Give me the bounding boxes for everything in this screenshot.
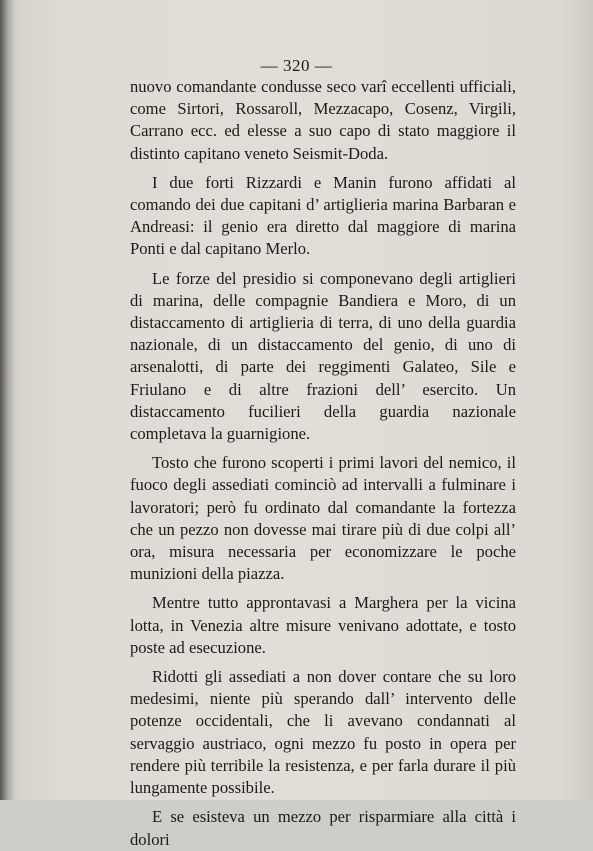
page-body-text <box>130 76 516 851</box>
paragraph: nuovo comandante condusse seco varî eccellenti ufficiali, come Sirtori, Rossaroll, Mezzacapo, Cosenz, Virgili, Carrano ecc. ed elesse a suo capo di stato maggiore il distinto capitano veneto Seismit-Doda. <box>130 77 516 163</box>
paragraph: I due forti Rizzardi e Manin furono affidati al comando dei due capitani d’ artiglieria marina Barbaran e Andreasi: il genio era diretto dal maggiore di marina Ponti e dal capitano Merlo. <box>130 172 516 259</box>
paragraph: Ridotti gli assediati a non dover contare che su loro medesimi, niente più sperando dall’ intervento delle potenze occidentali, che li avevano condannati al servaggio austriaco, ogni mezzo fu posto in opera per rendere più terribile la resistenza, e per farla durare il più lungamente possibile. <box>130 667 516 798</box>
paragraph: E se esisteva un mezzo per risparmiare alla città i dolori <box>130 807 516 849</box>
paragraph: Le forze del presidio si componevano degli artiglieri di marina, delle compagnie Bandiera e Moro, di un distaccamento di artiglieria di terra, di uno della guardia nazionale, di un distaccamento del genio, di uno di arsenalotti, di parte dei reggimenti Galateo, Sile e Friulano e di altre frazioni dell’ esercito. Un distaccamento fucilieri della guardia nazionale completava la guarnigione. <box>130 268 516 444</box>
paragraph: Tosto che furono scoperti i primi lavori del nemico, il fuoco degli assediati cominciò ad intervalli a fulminare i lavoratori; però fu ordinato dal comandante la fortezza che un pezzo non dovesse mai tirare più di due colpi all’ ora, misura necessaria per economizzare le poche munizioni della piazza. <box>130 453 516 584</box>
page-spine-shadow <box>0 0 14 800</box>
page-number: — 320 — <box>260 56 333 75</box>
paragraph: Mentre tutto approntavasi a Marghera per la vicina lotta, in Venezia altre misure venivano adottate, e tosto poste ad esecuzione. <box>130 593 516 657</box>
